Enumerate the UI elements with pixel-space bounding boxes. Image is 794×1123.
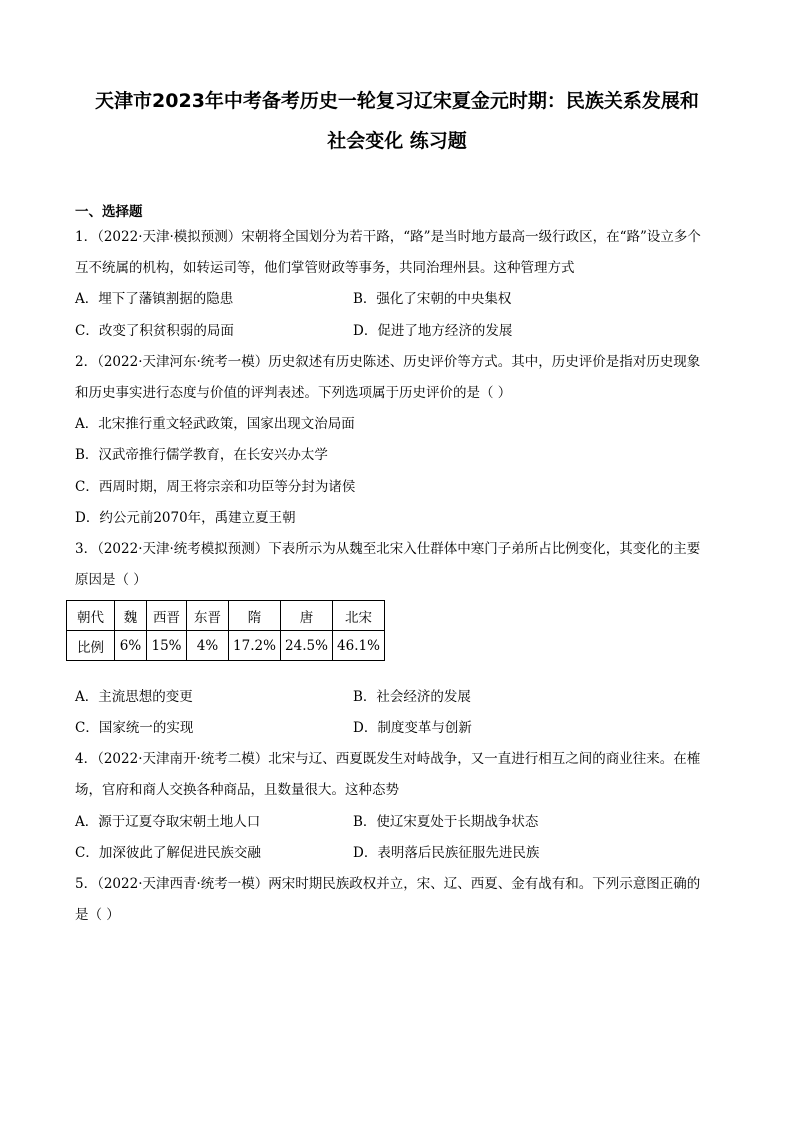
q4-option-a: A．源于辽夏夺取宋朝土地人口 xyxy=(75,814,261,830)
table-cell: 魏 xyxy=(115,601,147,631)
table-cell: 东晋 xyxy=(187,601,229,631)
table-cell: 17.2% xyxy=(229,631,281,661)
q3-option-a: A．主流思想的变更 xyxy=(75,689,193,705)
q1-option-c: C．改变了积贫积弱的局面 xyxy=(75,323,234,339)
q2-stem-line-2: 和历史事实进行态度与价值的评判表述。下列选项属于历史评价的是（ ） xyxy=(75,385,512,401)
document-title-line-2: 社会变化 练习题 xyxy=(327,130,467,152)
q5-stem-line-1: 5．（2022·天津西青·统考一模）两宋时期民族政权并立，宋、辽、西夏、金有战有和。下列示意图正确的 xyxy=(75,876,701,892)
q4-stem-line-1: 4．（2022·天津南开·统考二模）北宋与辽、西夏既发生对峙战争，又一直进行相互之间的商业往来。在榷 xyxy=(75,751,701,767)
q2-option-b: B．汉武帝推行儒学教育，在长安兴办太学 xyxy=(75,447,328,463)
document-title-line-1: 天津市2023年中考备考历史一轮复习辽宋夏金元时期：民族关系发展和 xyxy=(95,90,699,112)
q1-option-a: A．埋下了藩镇割据的隐患 xyxy=(75,291,234,307)
table-cell: 24.5% xyxy=(281,631,333,661)
q2-option-d: D．约公元前2070年，禹建立夏王朝 xyxy=(75,510,296,526)
table-cell: 北宋 xyxy=(333,601,385,631)
table-cell: 唐 xyxy=(281,601,333,631)
table-cell: 隋 xyxy=(229,601,281,631)
table-cell: 6% xyxy=(115,631,147,661)
q1-option-d: D．促进了地方经济的发展 xyxy=(353,323,513,339)
q4-stem-line-2: 场，官府和商人交换各种商品，且数量很大。这种态势 xyxy=(75,782,399,798)
q2-option-a: A．北宋推行重文轻武政策，国家出现文治局面 xyxy=(75,416,355,432)
q3-option-c: C．国家统一的实现 xyxy=(75,720,194,736)
q3-option-d: D．制度变革与创新 xyxy=(353,720,472,736)
q2-stem-line-1: 2．（2022·天津河东·统考一模）历史叙述有历史陈述、历史评价等方式。其中，历史评价是指对历史现象 xyxy=(75,354,701,370)
q1-option-b: B．强化了宋朝的中央集权 xyxy=(353,291,512,307)
section-heading: 一、选择题 xyxy=(75,204,143,220)
q4-option-d: D．表明落后民族征服先进民族 xyxy=(353,845,540,861)
q3-stem-line-2: 原因是（ ） xyxy=(75,572,147,588)
table-cell: 西晋 xyxy=(147,601,187,631)
table-cell: 比例 xyxy=(67,631,115,661)
q4-option-c: C．加深彼此了解促进民族交融 xyxy=(75,845,261,861)
q3-stem-line-1: 3．（2022·天津·统考模拟预测）下表所示为从魏至北宋入仕群体中寒门子弟所占比例变化，其变化的主要 xyxy=(75,541,701,557)
q1-stem-line-1: 1．（2022·天津·模拟预测）宋朝将全国划分为若干路，“路”是当时地方最高一级行政区，在“路”设立多个 xyxy=(75,229,701,245)
q3-option-b: B．社会经济的发展 xyxy=(353,689,471,705)
table-cell: 46.1% xyxy=(333,631,385,661)
q4-option-b: B．使辽宋夏处于长期战争状态 xyxy=(353,814,539,830)
table-cell: 朝代 xyxy=(67,601,115,631)
table-cell: 4% xyxy=(187,631,229,661)
q2-option-c: C．西周时期，周王将宗亲和功臣等分封为诸侯 xyxy=(75,479,356,495)
q3-data-table xyxy=(66,600,385,661)
table-row xyxy=(67,631,385,661)
table-row xyxy=(67,601,385,631)
q1-stem-line-2: 互不统属的机构，如转运司等，他们掌管财政等事务，共同治理州县。这种管理方式 xyxy=(75,260,575,276)
table-cell: 15% xyxy=(147,631,187,661)
q5-stem-line-2: 是（ ） xyxy=(75,907,120,923)
